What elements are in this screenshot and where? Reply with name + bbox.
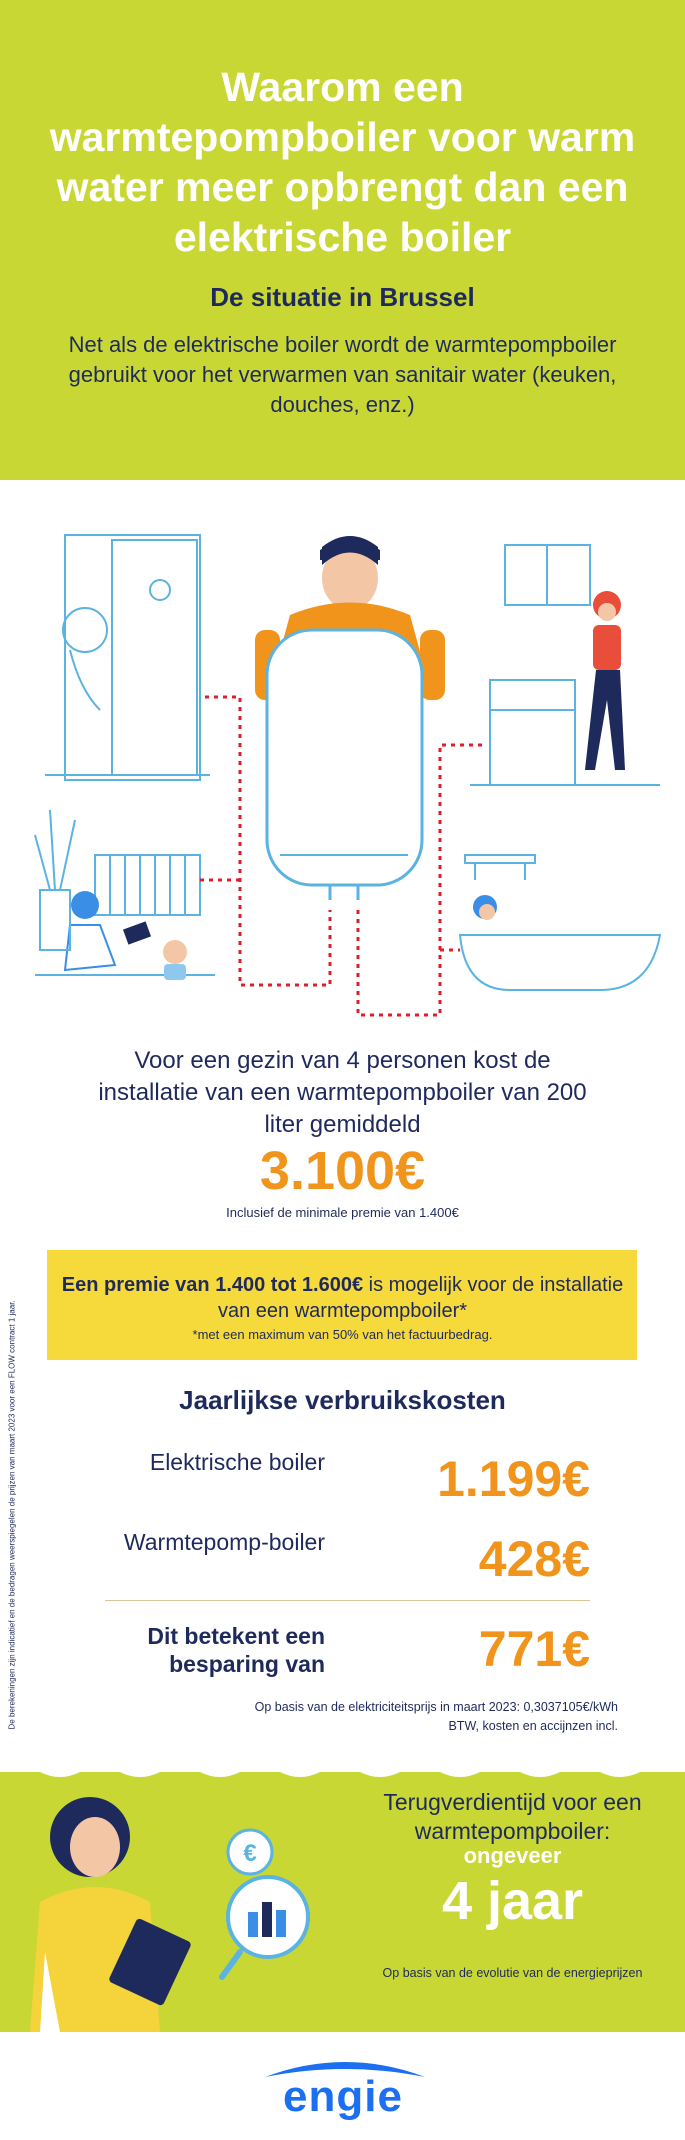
svg-text:€: € xyxy=(243,1840,257,1867)
premium-text xyxy=(60,1272,625,1324)
household-illustration xyxy=(0,470,685,1030)
magnifier-icon xyxy=(222,1830,308,1977)
page-subtitle: De situatie in Brussel xyxy=(210,282,475,312)
shower-illustration xyxy=(45,535,210,780)
woman-tablet xyxy=(30,1797,192,2032)
divider xyxy=(105,1600,590,1601)
installation-price: 3.100€ xyxy=(259,1141,426,1201)
page-title: Waarom een warmtepompboiler voor warm water meer opbrengt dan een elektrische boiler xyxy=(49,64,636,260)
payback-note: Op basis van de evolutie van de energieprijzen xyxy=(382,1966,643,1980)
electricity-price-line: Op basis van de elektriciteitsprijs in maart 2023: 0,3037105€/kWh xyxy=(254,1700,618,1714)
premium-description: is mogelijk voor de installatie van een warmtepompboiler* xyxy=(217,1274,624,1322)
payback-approx: ongeveer xyxy=(463,1843,562,1868)
savings-value: 771€ xyxy=(478,1621,590,1677)
premium-footnote: *met een maximum van 50% van het factuurbedrag. xyxy=(192,1327,493,1342)
payback-years: 4 jaar xyxy=(441,1871,584,1931)
savings-label: Dit betekent een besparing van xyxy=(147,1623,325,1677)
radiator-illustration xyxy=(35,855,215,975)
wave-edge-bottom xyxy=(0,1762,685,1777)
woman-bath xyxy=(473,895,497,920)
engie-logo-text: engie xyxy=(283,2072,403,2121)
electricity-price-note xyxy=(200,1698,618,1736)
heatpump-boiler-cost: 428€ xyxy=(478,1531,590,1587)
installation-cost-text: Voor een gezin van 4 personen kost de installatie van een warmtepompboiler van 200 liter gemiddeld xyxy=(98,1047,587,1138)
payback-label: Terugverdientijd voor een warmtepompboiler: xyxy=(383,1789,642,1844)
heatpump-boiler-label: Warmtepomp-boiler xyxy=(123,1529,325,1555)
electric-boiler-cost: 1.199€ xyxy=(437,1451,590,1507)
kitchen-illustration xyxy=(470,545,660,785)
yearly-costs-title: Jaarlijkse verbruikskosten xyxy=(179,1385,506,1415)
intro-text: Net als de elektrische boiler wordt de warmtepompboiler gebruikt voor het verwarmen van sanitair water (keuken, douches, enz.) xyxy=(68,332,617,417)
plant-illustration xyxy=(35,810,75,950)
premium-amount: Een premie van 1.400 tot 1.600€ xyxy=(61,1274,364,1296)
disclaimer-side-note: De berekeningen zijn indicatief en de bedragen weerspiegelen de prijzen van maart 2023 voor een FLOW contract 1 jaar. xyxy=(7,1300,17,1730)
electric-boiler-label: Elektrische boiler xyxy=(149,1449,325,1475)
woman-kitchen xyxy=(585,591,625,770)
wave-edge xyxy=(0,470,685,477)
installation-note: Inclusief de minimale premie van 1.400€ xyxy=(226,1205,459,1220)
boiler-tank xyxy=(267,630,422,900)
bath-illustration xyxy=(460,855,660,990)
tax-note-line: BTW, kosten en accijnzen incl. xyxy=(448,1719,618,1733)
